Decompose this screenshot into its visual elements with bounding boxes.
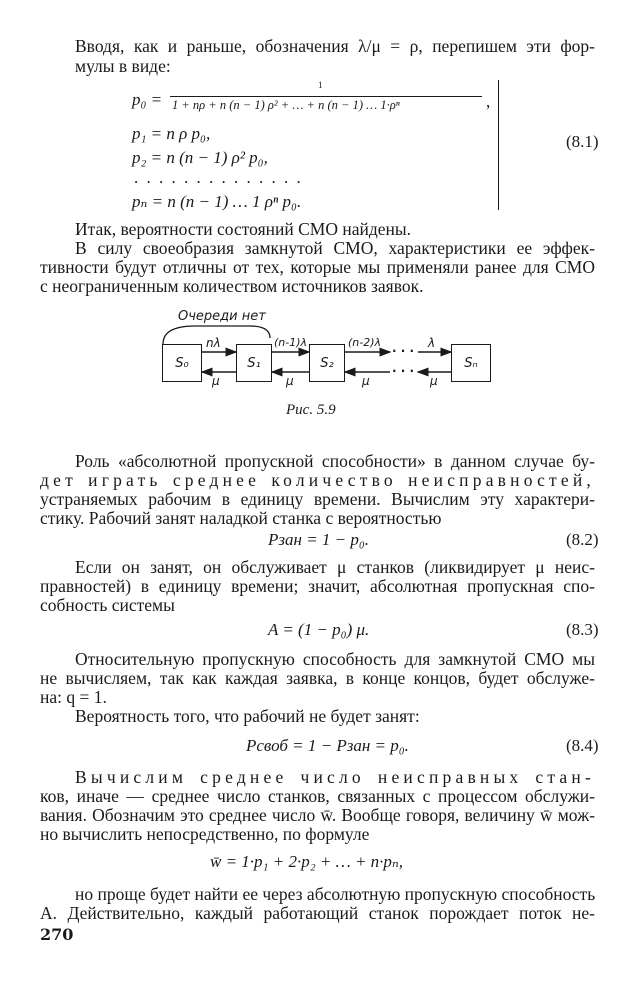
p1-equation: p₁ = n ρ p₀, xyxy=(132,124,211,143)
state-s0: S₀ xyxy=(162,344,202,382)
right-brace xyxy=(492,80,499,210)
p0-denominator: 1 + nρ + n (n − 1) ρ² + … + n (n − 1) … 1·ρⁿ xyxy=(172,98,400,112)
para1-line-3: тивности будут отличны от тех, которые мы применяли ранее для СМО xyxy=(40,257,595,277)
p0-comma: , xyxy=(486,92,491,111)
equation-8-3: A = (1 − p₀) μ. xyxy=(268,620,370,639)
para3-line-1: Если он занят, он обслуживает μ станков (ликвидирует μ неис- xyxy=(75,557,595,577)
equation-number-8-2: (8.2) xyxy=(566,530,599,549)
ellipsis-row: . . . . . . . . . . . . . . xyxy=(134,168,303,187)
pn-equation: pₙ = n (n − 1) … 1 ρⁿ p₀. xyxy=(132,192,302,211)
rate-backward-1: μ xyxy=(286,374,294,388)
p0-numerator: 1 xyxy=(318,80,323,90)
intro-line-1: Вводя, как и раньше, обозначения λ/μ = ρ, перепишем эти фор- xyxy=(75,36,595,56)
equation-8-4: Pсвоб = 1 − Pзан = p₀. xyxy=(246,736,409,755)
para4-line-3: на: q = 1. xyxy=(40,687,107,707)
p2-equation: p₂ = n (n − 1) ρ² p₀, xyxy=(132,148,268,167)
para3-line-3: собность системы xyxy=(40,595,175,615)
equation-w: w̄ = 1·p₁ + 2·p₂ + … + n·pₙ, xyxy=(210,852,404,871)
fraction-bar xyxy=(170,96,482,97)
para2-line-2: дет играть среднее количество неисправностей, xyxy=(40,470,595,490)
equation-8-2: Pзан = 1 − p₀. xyxy=(268,530,370,549)
para6-line-3: вания. Обозначим это среднее число w̄. Вообще говоря, величину w̄ мож- xyxy=(40,805,595,825)
para1-line-2: В силу своеобразия замкнутой СМО, характеристики ее эффек- xyxy=(75,238,595,258)
diagram-ellipsis-top: · · · xyxy=(392,344,415,358)
diagram-ellipsis-bottom: · · · xyxy=(392,364,415,378)
para1-line-4: с неограниченным количеством источников заявок. xyxy=(40,276,424,296)
intro-line-2: мулы в виде: xyxy=(75,56,171,76)
para5-line-1: Вероятность того, что рабочий не будет занят: xyxy=(75,706,420,726)
para6-line-4: но вычислить непосредственно, по формуле xyxy=(40,824,370,844)
para2-line-4: стику. Рабочий занят наладкой станка с вероятностью xyxy=(40,508,442,528)
para4-line-2: не вычисляем, так как каждая заявка, в конце концов, будет обслуже- xyxy=(40,668,595,688)
para6-line-1: Вычислим среднее число неисправных стан- xyxy=(75,767,595,787)
rate-forward-3: λ xyxy=(428,336,436,350)
para2-line-3: устраняемых рабочим в единицу времени. Вычислим эту характери- xyxy=(40,489,595,509)
rate-backward-0: μ xyxy=(212,374,220,388)
equation-number-8-4: (8.4) xyxy=(566,736,599,755)
rate-forward-0: nλ xyxy=(206,336,221,350)
para6-line-2: ков, иначе — среднее число станков, связанных с процессом обслужи- xyxy=(40,786,595,806)
equation-number-8-3: (8.3) xyxy=(566,620,599,639)
para2-line-1: Роль «абсолютной пропускной способности» в данном случае бу- xyxy=(75,451,595,471)
para3-line-2: правностей) в единицу времени; значит, абсолютная пропускная спо- xyxy=(40,576,595,596)
rate-forward-1: (n-1)λ xyxy=(274,336,308,349)
para7-line-2: A. Действительно, каждый работающий станок порождает поток не- xyxy=(40,903,595,923)
rate-forward-2: (n-2)λ xyxy=(348,336,382,349)
rate-backward-2: μ xyxy=(362,374,370,388)
state-s2: S₂ xyxy=(309,344,345,382)
rate-backward-3: μ xyxy=(430,374,438,388)
figure-caption: Рис. 5.9 xyxy=(286,402,336,418)
p0-lhs: p₀ = xyxy=(132,90,163,109)
page-number: 270 xyxy=(40,925,74,944)
queue-label: Очереди нет xyxy=(178,309,266,324)
para7-line-1: но проще будет найти ее через абсолютную пропускную способность xyxy=(75,884,596,904)
state-sn: Sₙ xyxy=(451,344,491,382)
para4-line-1: Относительную пропускную способность для замкнутой СМО мы xyxy=(75,649,595,669)
para1-line-1: Итак, вероятности состояний СМО найдены. xyxy=(75,219,412,239)
state-s1: S₁ xyxy=(236,344,272,382)
equation-number-8-1: (8.1) xyxy=(566,132,599,151)
